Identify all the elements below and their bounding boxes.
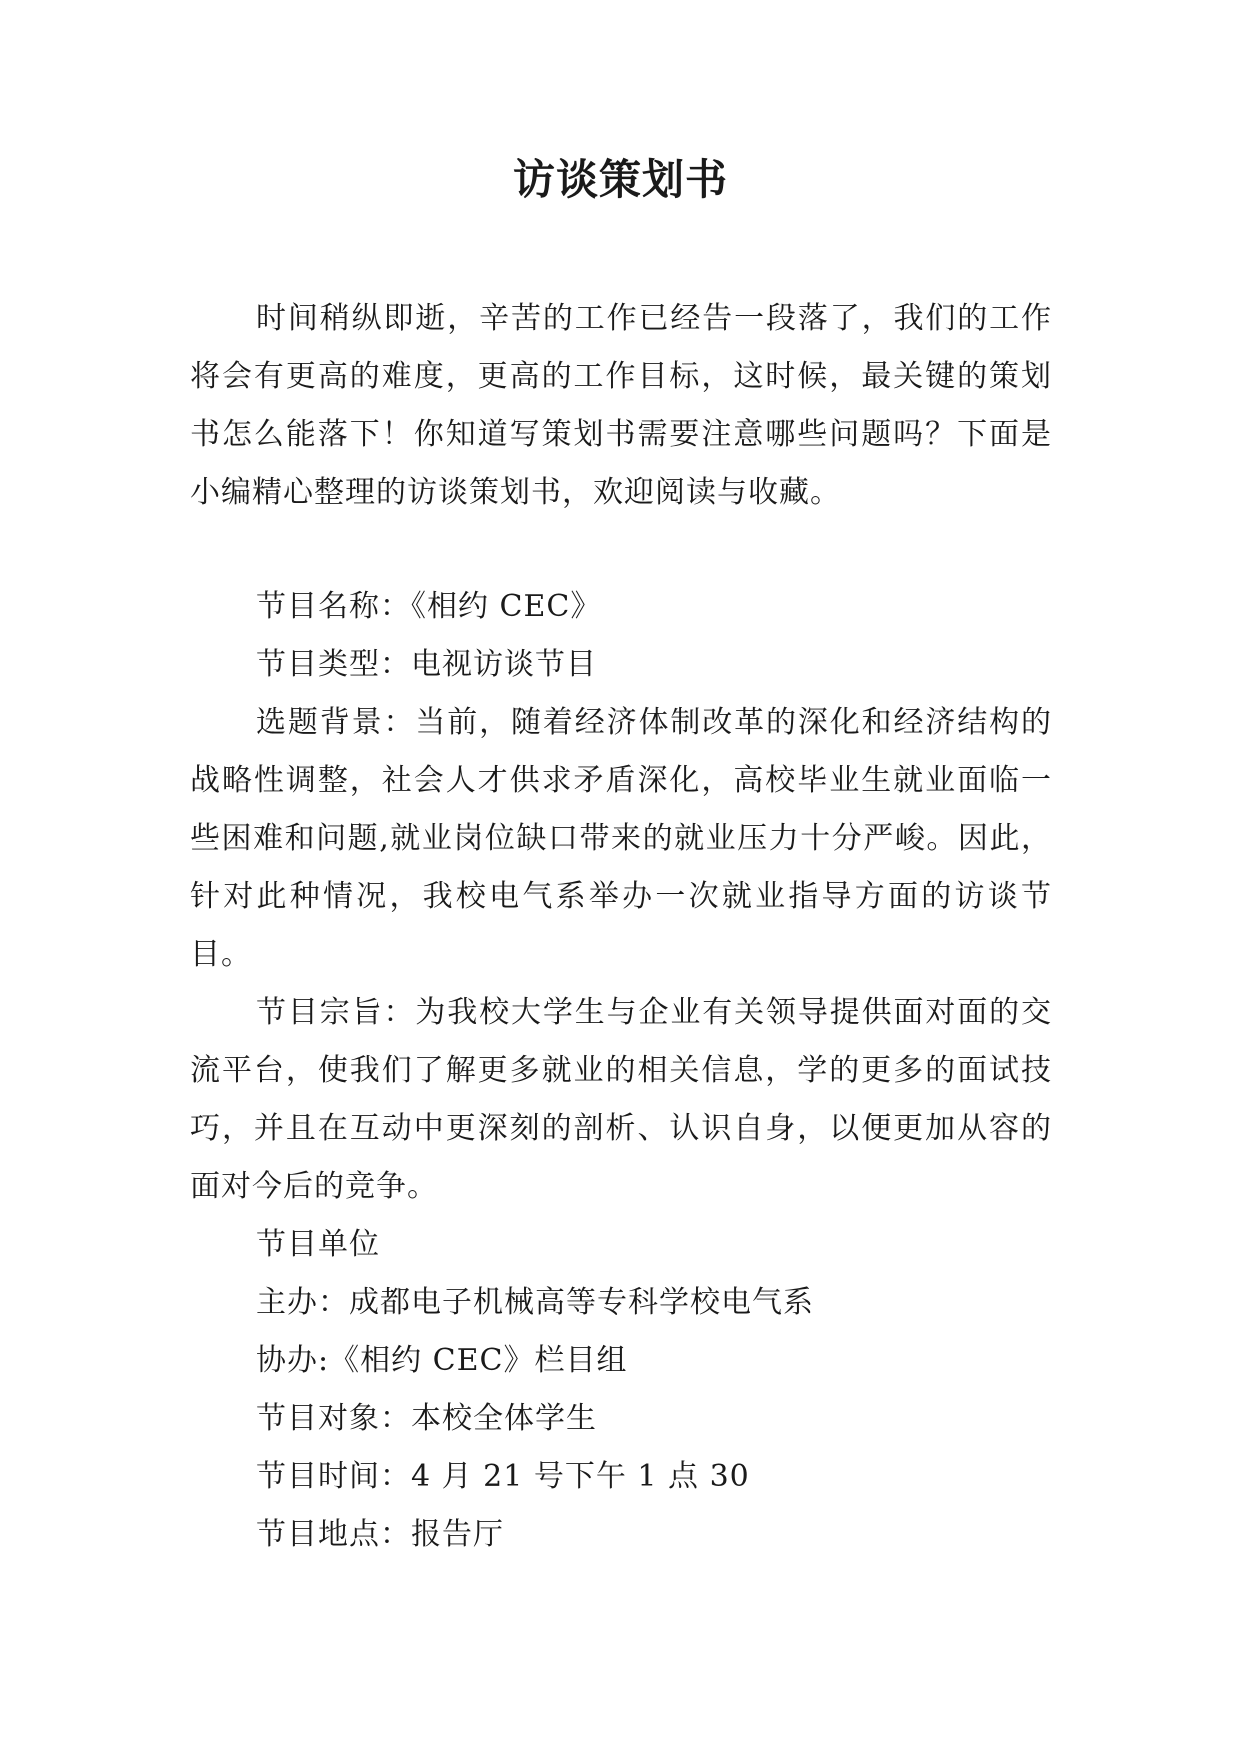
program-name: 节目名称：《相约 CEC》 <box>256 589 602 624</box>
program-background: 选题背景：当前，随着经济体制改革的深化和经济结构的战略性调整，社会人才供求矛盾深化，高校毕业生就业面临一些困难和问题,就业岗位缺口带来的就业压力十分严峻。因此，针对此种情况，我校电气系举办一次就业指导方面的访谈节目。 <box>190 705 1052 972</box>
document-title: 访谈策划书 <box>512 155 728 204</box>
program-time: 节目时间：4 月 21 号下午 1 点 30 <box>256 1459 750 1494</box>
program-purpose: 节目宗旨：为我校大学生与企业有关领导提供面对面的交流平台，使我们了解更多就业的相关信息，学的更多的面试技巧，并且在互动中更深刻的剖析、认识自身，以便更加从容的面对今后的竞争。 <box>190 995 1052 1204</box>
program-audience: 节目对象：本校全体学生 <box>256 1401 597 1436</box>
program-host: 主办：成都电子机械高等专科学校电气系 <box>256 1285 814 1320</box>
intro-paragraph: 时间稍纵即逝，辛苦的工作已经告一段落了，我们的工作将会有更高的难度，更高的工作目标，这时候，最关键的策划书怎么能落下！你知道写策划书需要注意哪些问题吗？下面是小编精心整理的访谈策划书，欢迎阅读与收藏。 <box>190 301 1052 510</box>
intro-section <box>190 290 1052 522</box>
program-co-host: 协办:《相约 CEC》栏目组 <box>256 1343 628 1378</box>
program-units-heading: 节目单位 <box>256 1227 380 1262</box>
program-details <box>190 578 1052 1564</box>
program-type: 节目类型：电视访谈节目 <box>256 647 597 682</box>
program-location: 节目地点：报告厅 <box>256 1517 504 1552</box>
